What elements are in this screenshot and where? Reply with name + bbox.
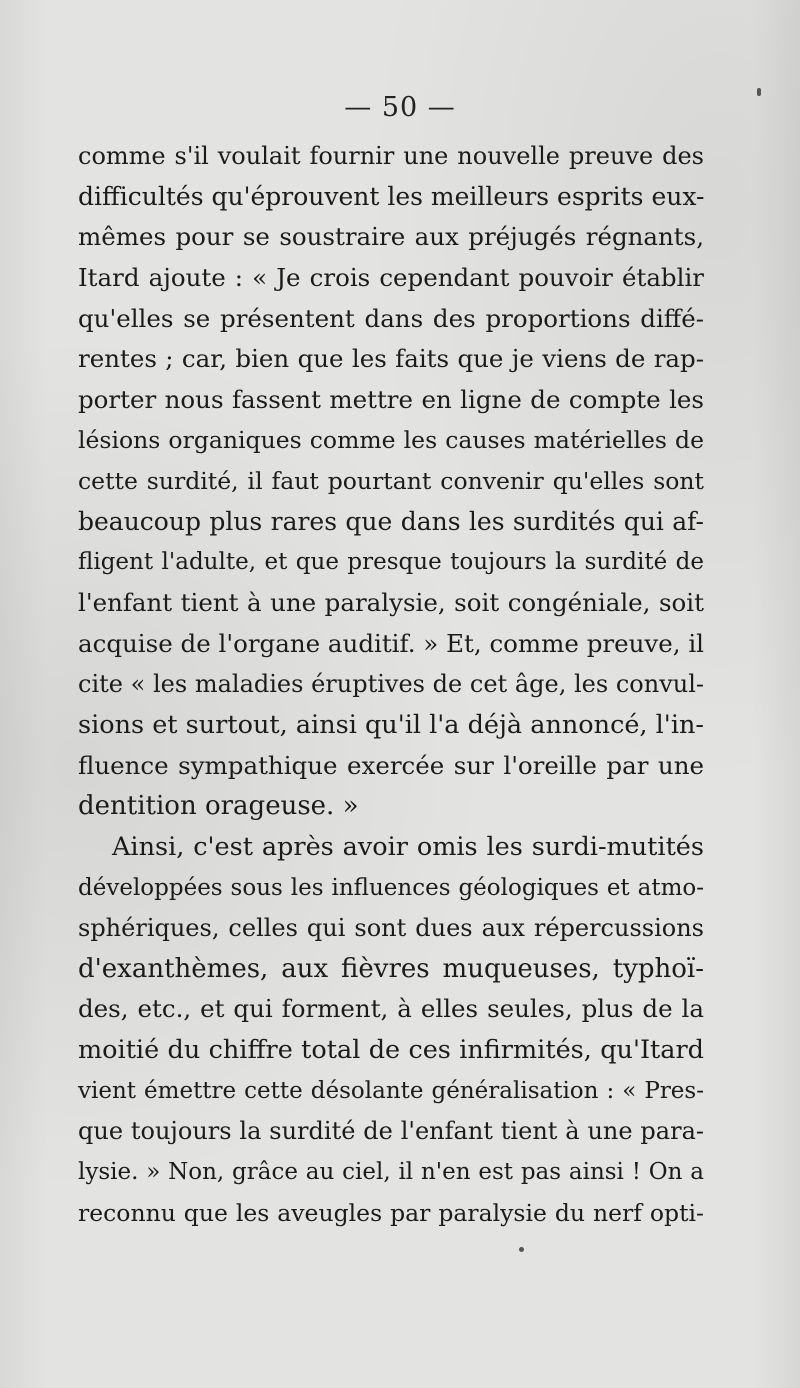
text-line: lésions organiques comme les causes matérielles de: [78, 426, 704, 455]
page-number: — 50 —: [344, 92, 456, 123]
paragraph-start-line: Ainsi, c'est après avoir omis les surdi-mutités: [112, 831, 704, 862]
text-line: Itard ajoute : « Je crois cependant pouvoir établir: [78, 262, 704, 292]
text-line: moitié du chiffre total de ces infirmités, qu'Itard: [78, 1035, 704, 1066]
text-line: beaucoup plus rares que dans les surdités qui af-: [78, 506, 704, 536]
text-line: fligent l'adulte, et que presque toujours la surdité de: [78, 549, 704, 576]
body-text: [78, 136, 704, 1233]
ink-speck: [757, 88, 761, 96]
text-line: vient émettre cette désolante généralisation : « Pres-: [78, 1077, 704, 1104]
text-line: sions et surtout, ainsi qu'il l'a déjà annoncé, l'in-: [78, 709, 705, 740]
text-line: que toujours la surdité de l'enfant tient à une para-: [78, 1117, 704, 1146]
text-line: cite « les maladies éruptives de cet âge, les convul-: [78, 670, 704, 699]
text-line: reconnu que les aveugles par paralysie du nerf opti-: [78, 1198, 704, 1227]
ink-speck: [519, 1247, 524, 1252]
text-line: l'enfant tient à une paralysie, soit congéniale, soit: [78, 588, 704, 618]
text-line: acquise de l'organe auditif. » Et, comme preuve, il: [78, 628, 704, 658]
text-line: des, etc., et qui forment, à elles seules, plus de la: [78, 994, 704, 1024]
text-line: cette surdité, il faut pourtant convenir qu'elles sont: [78, 467, 704, 496]
text-line: rentes ; car, bien que les faits que je viens de rap-: [78, 344, 704, 374]
text-line: porter nous fassent mettre en ligne de compte les: [78, 384, 704, 414]
text-line: fluence sympathique exercée sur l'oreille par une: [78, 750, 704, 780]
text-line: lysie. » Non, grâce au ciel, il n'en est pas ainsi ! On a: [78, 1159, 704, 1186]
text-line: d'exanthèmes, aux fièvres muqueuses, typhoï-: [78, 953, 704, 984]
text-line: mêmes pour se soustraire aux préjugés régnants,: [78, 222, 704, 252]
text-line: difficultés qu'éprouvent les meilleurs esprits eux-: [78, 181, 705, 211]
text-line: qu'elles se présentent dans des proportions diffé-: [78, 303, 704, 333]
text-line: développées sous les influences géologiques et atmo-: [78, 874, 704, 901]
text-line: comme s'il voulait fournir une nouvelle preuve des: [78, 142, 704, 170]
paragraph-end-line: dentition orageuse. »: [78, 791, 359, 822]
text-line: sphériques, celles qui sont dues aux répercussions: [78, 914, 704, 943]
